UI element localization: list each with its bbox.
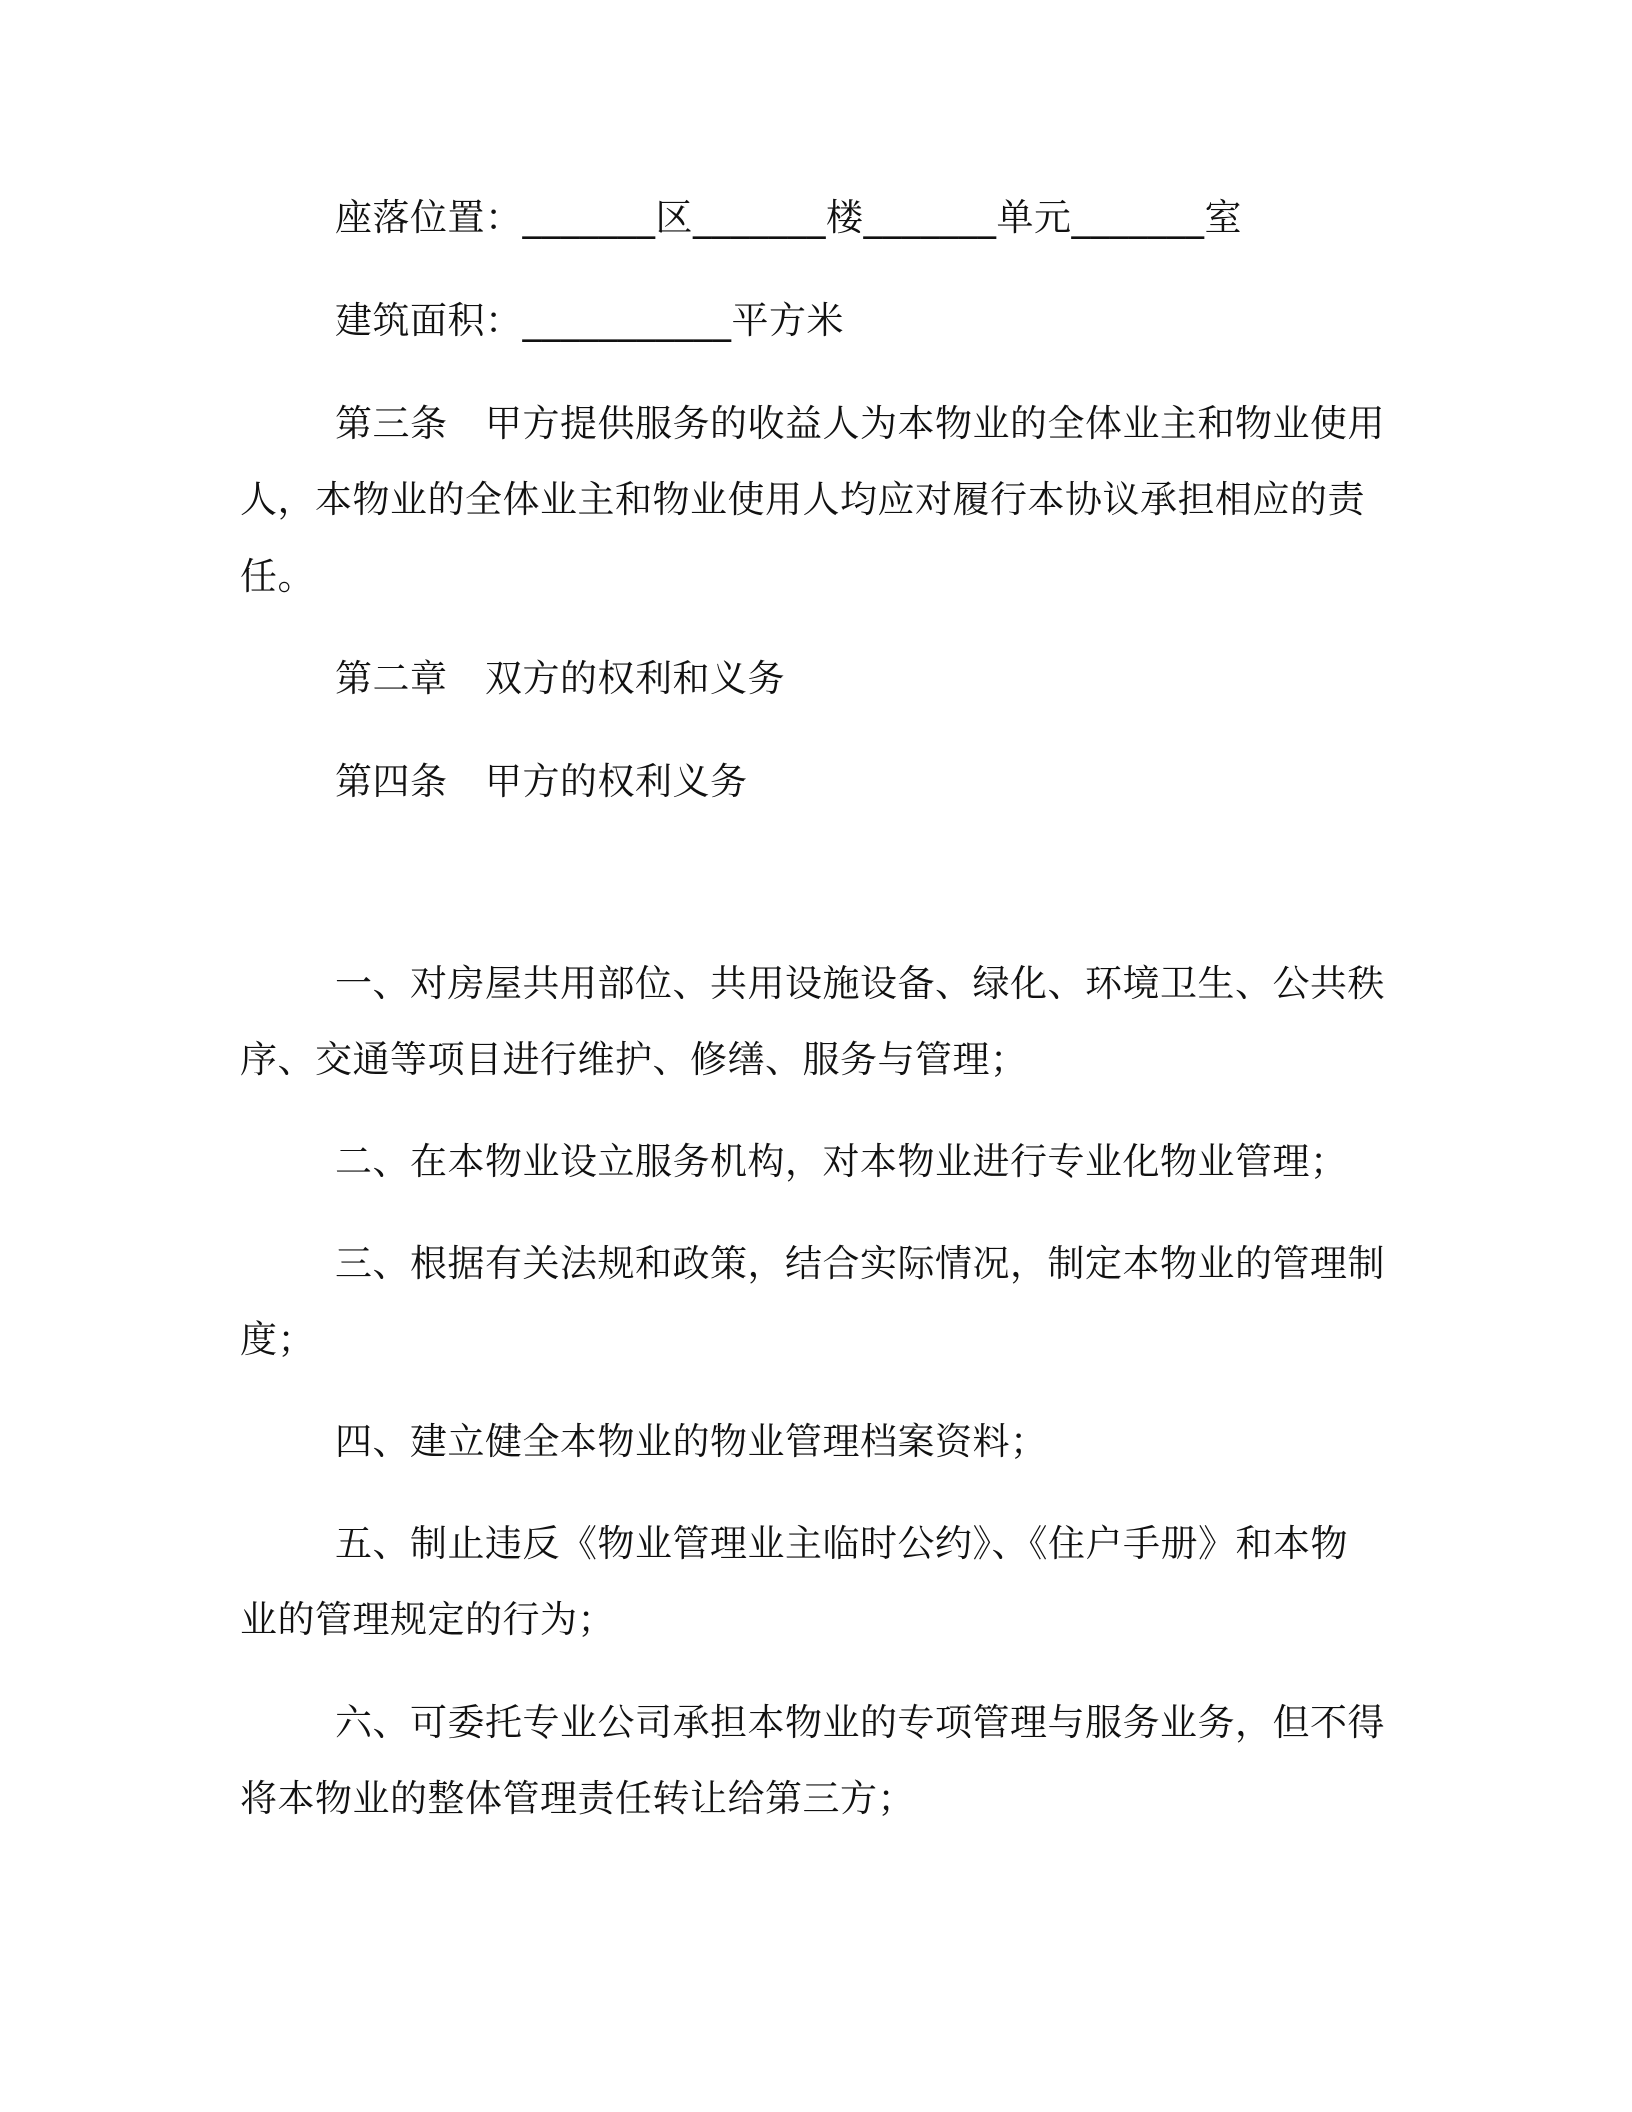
chapter-2-heading: 第二章 双方的权利和义务 (335, 657, 785, 700)
item-3-line-1: 三、根据有关法规和政策，结合实际情况，制定本物业的管理制 (335, 1242, 1385, 1285)
article-4-heading: 第四条 甲方的权利义务 (335, 760, 748, 803)
item-3-line-2: 度； (240, 1318, 315, 1361)
building-area-line: 建筑面积：___________平方米 (335, 299, 844, 342)
item-5-line-2: 业的管理规定的行为； (240, 1598, 615, 1641)
item-5-line-1: 五、制止违反《物业管理业主临时公约》、《住户手册》和本物 (335, 1522, 1348, 1565)
item-1-line-1: 一、对房屋共用部位、共用设施设备、绿化、环境卫生、公共秩 (335, 962, 1385, 1005)
item-6-line-1: 六、可委托专业公司承担本物业的专项管理与服务业务，但不得 (335, 1701, 1385, 1744)
article-3-line-3: 任。 (240, 555, 315, 598)
item-1-line-2: 序、交通等项目进行维护、修缮、服务与管理； (240, 1038, 1028, 1081)
item-6-line-2: 将本物业的整体管理责任转让给第三方； (240, 1777, 915, 1820)
item-4-line: 四、建立健全本物业的物业管理档案资料； (335, 1420, 1048, 1463)
article-3-line-2: 人，本物业的全体业主和物业使用人均应对履行本协议承担相应的责 (240, 478, 1365, 521)
article-3-line-1: 第三条 甲方提供服务的收益人为本物业的全体业主和物业使用 (335, 402, 1385, 445)
location-line: 座落位置：_______区_______楼_______单元_______室 (335, 196, 1242, 239)
item-2-line: 二、在本物业设立服务机构，对本物业进行专业化物业管理； (335, 1140, 1348, 1183)
